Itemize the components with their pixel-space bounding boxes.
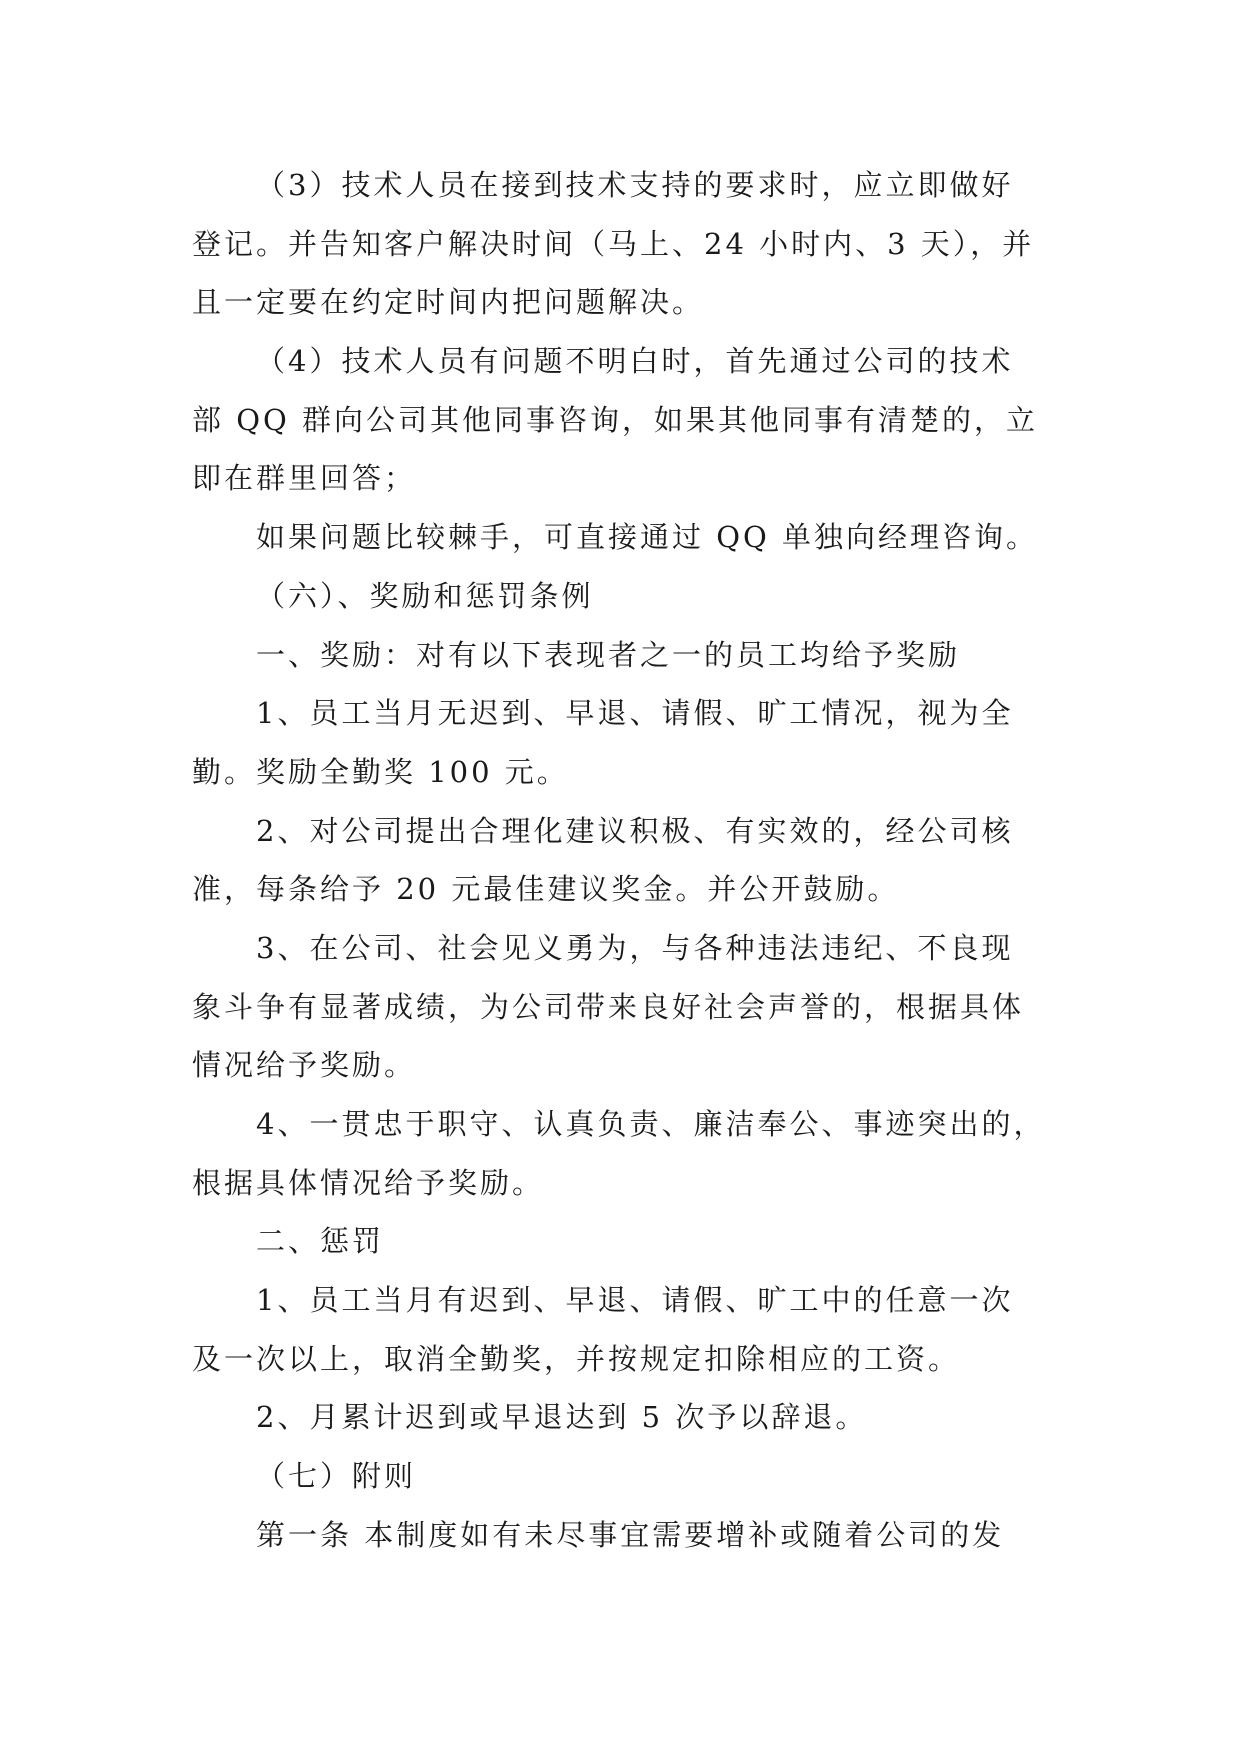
document-line: （4）技术人员有问题不明白时，首先通过公司的技术 bbox=[256, 344, 1014, 379]
document-line: 即在群里回答； bbox=[192, 461, 417, 496]
document-line: 如果问题比较棘手，可直接通过 QQ 单独向经理咨询。 bbox=[256, 520, 1038, 555]
document-line: 根据具体情况给予奖励。 bbox=[192, 1165, 545, 1200]
document-line: 且一定要在约定时间内把问题解决。 bbox=[192, 285, 705, 320]
document-line: 3、在公司、社会见义勇为，与各种违法违纪、不良现 bbox=[256, 930, 1014, 965]
document-line: （3）技术人员在接到技术支持的要求时，应立即做好 bbox=[256, 168, 1014, 202]
document-line: 1、员工当月有迟到、早退、请假、旷工中的任意一次 bbox=[256, 1283, 1014, 1318]
document-line: 1、员工当月无迟到、早退、请假、旷工情况，视为全 bbox=[256, 696, 1014, 731]
document-line: 第一条 本制度如有未尽事宜需要增补或随着公司的发 bbox=[256, 1517, 1005, 1552]
document-line: 勤。奖励全勤奖 100 元。 bbox=[192, 754, 569, 789]
document-line: 准，每条给予 20 元最佳建议奖金。并公开鼓励。 bbox=[192, 872, 900, 907]
document-line: 登记。并告知客户解决时间（马上、24 小时内、3 天），并 bbox=[192, 226, 1035, 261]
document-line: 象斗争有显著成绩，为公司带来良好社会声誉的，根据具体 bbox=[192, 989, 1025, 1024]
document-line: 及一次以上，取消全勤奖，并按规定扣除相应的工资。 bbox=[192, 1341, 961, 1376]
document-line: 一、奖励：对有以下表现者之一的员工均给予奖励 bbox=[256, 637, 961, 672]
document-line: 二、惩罚 bbox=[256, 1224, 385, 1259]
document-line: 部 QQ 群向公司其他同事咨询，如果其他同事有清楚的，立 bbox=[192, 402, 1038, 437]
document-line: （六）、奖励和惩罚条例 bbox=[256, 578, 594, 613]
document-line: 情况给予奖励。 bbox=[192, 1048, 417, 1083]
document-line: 2、对公司提出合理化建议积极、有实效的，经公司核 bbox=[256, 813, 1014, 848]
document-line: （七）附则 bbox=[256, 1459, 417, 1494]
document-line: 4、一贯忠于职守、认真负责、廉洁奉公、事迹突出的， bbox=[256, 1107, 1046, 1141]
document-body bbox=[192, 156, 1054, 1565]
document-line: 2、月累计迟到或早退达到 5 次予以辞退。 bbox=[256, 1400, 868, 1435]
